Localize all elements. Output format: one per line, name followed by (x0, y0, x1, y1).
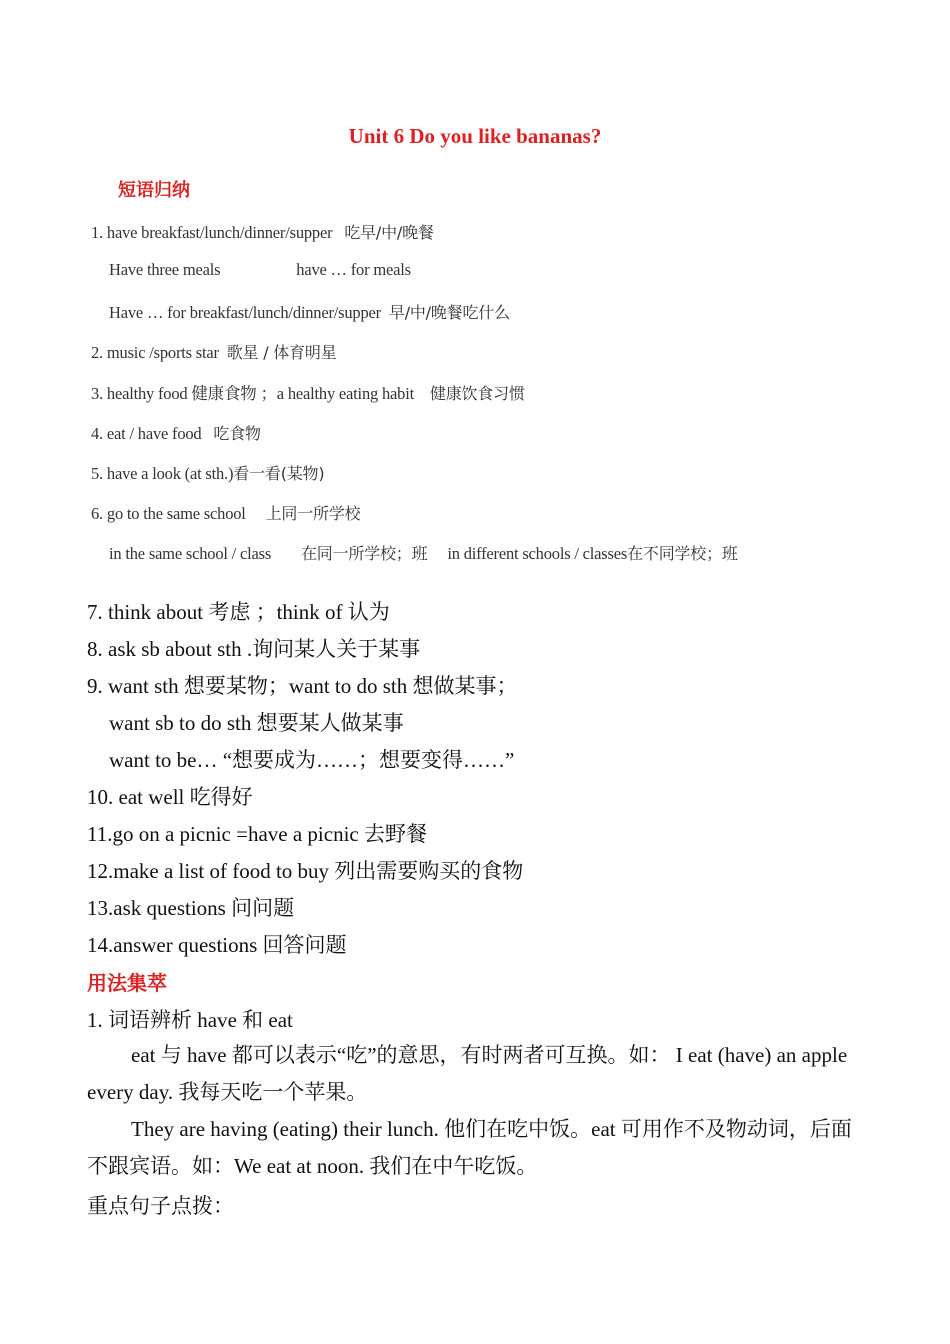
phrase-line-7: 7. think about 考虑 ；think of 认为 (87, 600, 390, 624)
phrase-meaning: 看一看(某物) (233, 464, 325, 483)
document-title: Unit 6 Do you like bananas? (348, 124, 602, 148)
phrase-line-3 (91, 380, 525, 404)
phrase-meaning: 在同一所学校；班 (301, 544, 428, 563)
phrase-text: 1. have breakfast/lunch/dinner/supper (91, 223, 333, 242)
usage-item-1: 1. 词语辨析 have 和 eat (87, 1008, 293, 1032)
phrase-text: 2. music /sports star (91, 343, 219, 362)
phrase-line-11: 11.go on a picnic =have a picnic 去野餐 (87, 822, 427, 846)
phrase-text: 5. have a look (at sth.) (91, 464, 234, 483)
phrase-text-2: have … for meals (296, 260, 411, 279)
section-heading-phrases: 短语归纳 (118, 180, 190, 201)
phrase-text-2: in different schools / classes (447, 544, 628, 563)
phrase-meaning: 早/中/晚餐吃什么 (388, 303, 510, 322)
section-heading-key-sentences: 重点句子点拨： (87, 1194, 234, 1218)
phrase-line-5 (91, 461, 324, 484)
phrase-text: 4. eat / have food (91, 424, 202, 443)
usage-paragraph-2: They are having (eating) their lunch. 他们在吃中饭。eat 可用作不及物动词，后面不跟宾语。如：We eat at noon. 我们在中午吃饭。 (87, 1117, 852, 1178)
phrase-line-2 (91, 340, 337, 363)
phrase-line-14: 14.answer questions 回答问题 (87, 933, 347, 957)
phrase-meaning: 健康饮食习惯 (429, 384, 525, 403)
phrase-line-13: 13.ask questions 问问题 (87, 896, 295, 920)
phrase-line-8: 8. ask sb about sth .询问某人关于某事 (87, 637, 421, 661)
phrase-meaning: 吃早/中/晚餐 (344, 223, 434, 242)
phrase-meaning: 吃食物 (213, 424, 261, 443)
phrase-text: 3. healthy food 健康食物 ；a healthy eating habit (91, 384, 414, 403)
phrase-meaning-2: 在不同学校；班 (627, 544, 738, 563)
phrase-line-9: 9. want sth 想要某物；want to do sth 想做某事； (87, 674, 518, 698)
phrase-meaning: 上同一所学校 (265, 504, 361, 523)
phrase-line-6 (91, 501, 360, 524)
phrase-line-12: 12.make a list of food to buy 列出需要购买的食物 (87, 859, 524, 883)
phrase-line-10: 10. eat well 吃得好 (87, 785, 253, 809)
phrase-line-9c: want to be… “想要成为……；想要变得……” (109, 748, 515, 772)
phrase-text: Have three meals (109, 260, 221, 279)
phrase-text: Have … for breakfast/lunch/dinner/supper (109, 303, 381, 322)
section-heading-usage: 用法集萃 (87, 971, 167, 995)
phrase-text: in the same school / class (109, 544, 272, 563)
phrase-line-1c (109, 300, 510, 323)
phrase-line-9b: want sb to do sth 想要某人做某事 (109, 711, 404, 735)
usage-paragraph-1: eat 与 have 都可以表示“吃”的意思，有时两者可互换。如： I eat (have) an apple every day. 我每天吃一个苹果。 (87, 1043, 848, 1104)
phrase-line-6b (109, 541, 738, 564)
phrase-meaning: 歌星 / 体育明星 (226, 343, 337, 362)
phrase-line-1b (109, 260, 411, 280)
phrase-text: 6. go to the same school (91, 504, 246, 523)
phrase-line-4 (91, 421, 261, 444)
phrase-line-1 (91, 220, 434, 243)
